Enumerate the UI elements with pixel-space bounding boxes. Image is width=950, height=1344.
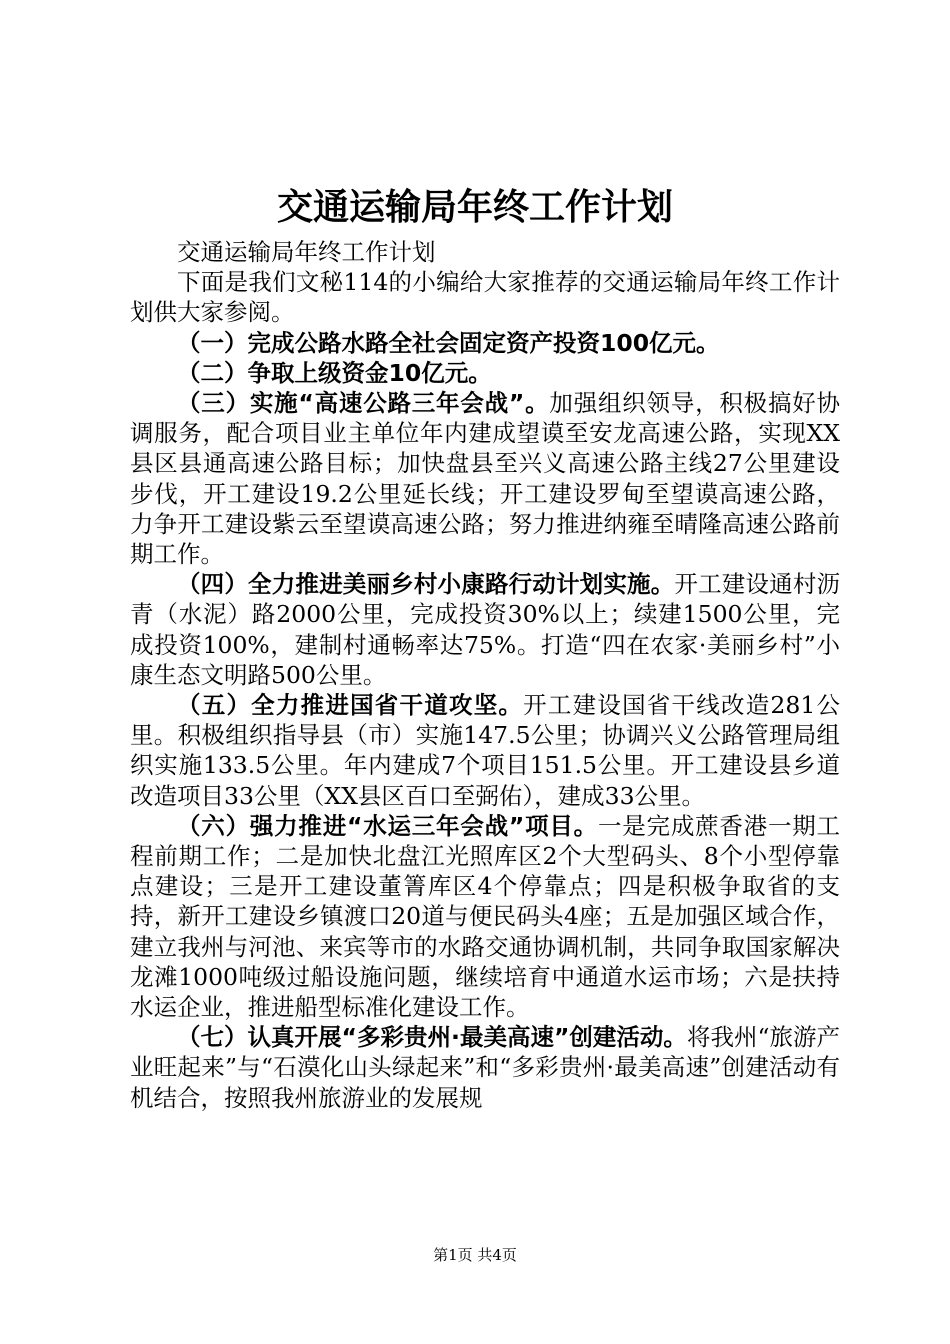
item-paragraph (130, 811, 840, 1022)
item-heading: （四）全力推进美丽乡村小康路行动计划实施。 (177, 570, 675, 599)
item-text: 开工建设通村沥青（水泥）路2000公里，完成投资30%以上；续建1500公里，完成投资100%，建制村通畅率达75%。打造“四在农家·美丽乡村”小康生态文明路500公里。 (130, 570, 841, 689)
item-heading: （五）全力推进国省干道攻坚。 (177, 691, 524, 720)
item-text: 将我州“旅游产业旺起来”与“石漠化山头绿起来”和“多彩贵州·最美高速”创建活动有机结合，按照我州旅游业的发展规 (130, 1023, 840, 1112)
item-heading: （六）强力推进“水运三年会战”项目。 (177, 811, 598, 840)
subtitle-paragraph: 交通运输局年终工作计划 (177, 238, 436, 266)
item-paragraph (130, 328, 840, 358)
item-heading: （七）认真开展“多彩贵州·最美高速”创建活动。 (177, 1023, 687, 1052)
document-title: 交通运输局年终工作计划 (276, 187, 673, 228)
item-heading: （三）实施“高速公路三年会战”。 (177, 389, 550, 418)
page-footer: 第1页 共4页 (433, 1246, 517, 1264)
item-text: 开工建设国省干线改造281公里。积极组织指导县（市）实施147.5公里；协调兴义公路管理局组织实施133.5公里。年内建成7个项目151.5公里。开工建设县乡道改造项目33公里（XX县区百口至弼佑），建成33公里。 (130, 691, 841, 810)
item-paragraph (130, 388, 840, 569)
item-paragraph (130, 1022, 840, 1113)
item-paragraph (130, 569, 840, 690)
intro-paragraph: 下面是我们文秘114的小编给大家推荐的交通运输局年终工作计划供大家参阅。 (130, 268, 840, 327)
item-paragraph (130, 358, 840, 388)
item-heading: （一）完成公路水路全社会固定资产投资100亿元。 (177, 328, 720, 357)
item-text: 一是完成蔗香港一期工程前期工作；二是加快北盘江光照库区2个大型码头、8个小型停靠点建设；三是开工建设董箐库区4个停靠点；四是积极争取省的支持，新开工建设乡镇渡口20道与便民码头4座；五是加强区域合作，建立我州与河池、来宾等市的水路交通协调机制，共同争取国家解决龙滩1000吨级过船设施问题，继续培育中通道水运市场；六是扶持水运企业，推进船型标准化建设工作。 (130, 811, 841, 1022)
item-paragraph (130, 690, 840, 811)
document-body (130, 237, 840, 1113)
item-heading: （二）争取上级资金10亿元。 (177, 358, 492, 387)
item-text: 加强组织领导，积极搞好协调服务，配合项目业主单位年内建成望谟至安龙高速公路，实现XX县区县通高速公路目标；加快盘县至兴义高速公路主线27公里建设步伐，开工建设19.2公里延长线；开工建设罗甸至望谟高速公路，力争开工建设紫云至望谟高速公路；努力推进纳雍至晴隆高速公路前期工作。 (130, 389, 841, 569)
